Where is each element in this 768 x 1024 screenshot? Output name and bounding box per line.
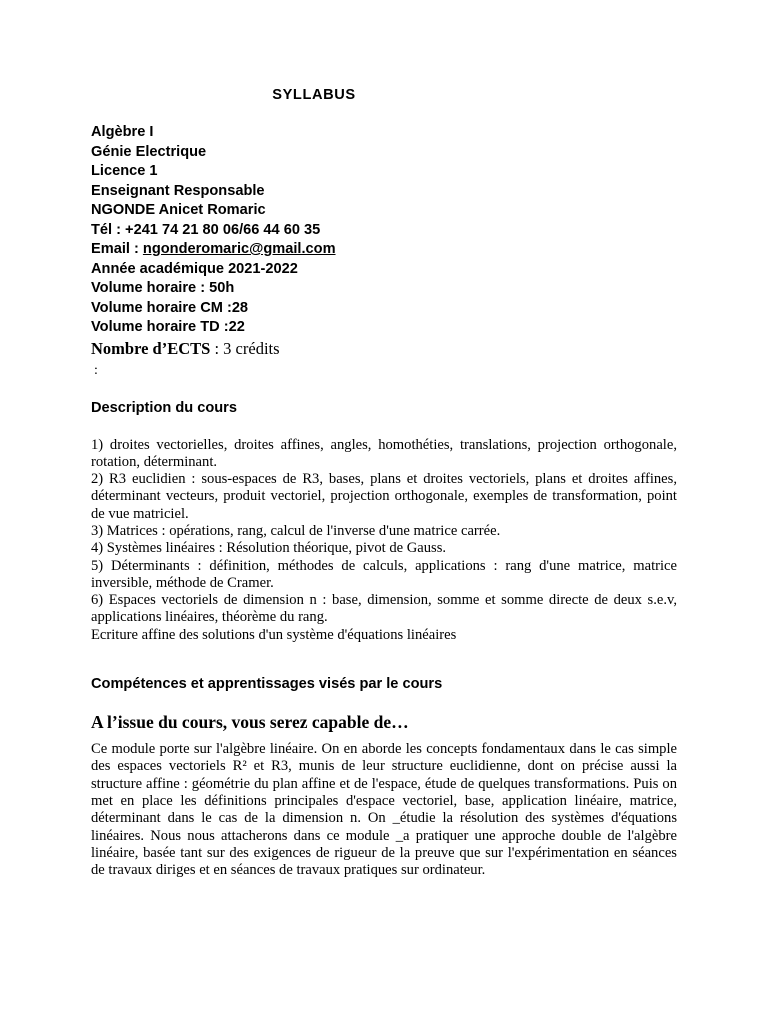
ects-line: [91, 338, 677, 359]
document-title: SYLLABUS: [272, 87, 356, 103]
description-item-5: 5) Déterminants : définition, méthodes de calculs, applications : rang d'une matrice, matrice inversible, méthode de Cramer.: [91, 557, 677, 591]
course-name-line: Algèbre I: [91, 124, 154, 140]
ects-label: Nombre d’ECTS: [91, 338, 211, 358]
email-line: [91, 240, 677, 260]
level-line: Licence 1: [91, 163, 158, 179]
academic-year-line: Année académique 2021-2022: [91, 260, 298, 277]
phone-line: Tél : +241 74 21 80 06/66 44 60 35: [91, 221, 321, 238]
competences-subheading: A l’issue du cours, vous serez capable de…: [91, 712, 409, 733]
description-item-4: 4) Systèmes linéaires : Résolution théorique, pivot de Gauss.: [91, 540, 447, 557]
instructor-role-line: Enseignant Responsable: [91, 182, 265, 199]
program-line: Génie Electrique: [91, 143, 207, 160]
instructor-name-line: NGONDE Anicet Romaric: [91, 202, 266, 218]
email-link[interactable]: ngonderomaric@gmail.com: [142, 241, 336, 257]
description-content: [91, 437, 677, 645]
email-label: Email :: [91, 241, 143, 257]
volume-total-line: Volume horaire : 50h: [91, 280, 235, 296]
description-item-3: 3) Matrices : opérations, rang, calcul de l'inverse d'une matrice carrée.: [91, 522, 501, 539]
volume-cm-line: Volume horaire CM :28: [91, 299, 249, 316]
competences-body: Ce module porte sur l'algèbre linéaire. On en aborde les concepts fondamentaux dans le cas simple des espaces vectoriels R² et R3, munis de leur structure euclidienne, dont on précise aussi la structure affine : géométrie du plan affine et de l'espace, étude de quelques transformations. Puis on met en place les définitions principales d'espace vectoriel, base, application linéaire, matrice, déterminant dans le cas de la dimension n. On _étudie la résolution des systèmes d'équations linéaires. Nous nous attacherons dans ce module _a pratiquer une approche double de l'algèbre linéaire, basée tant sur des exigences de rigueur de la preuve que sur l'expérimentation en séances de travaux diriges et en séances de travaux pratiques sur ordinateur.: [91, 741, 677, 879]
ects-value: : 3 crédits: [210, 338, 280, 358]
description-item-2: 2) R3 euclidien : sous-espaces de R3, bases, plans et droites vectoriels, plans et droites affines, déterminant vecteurs, produit vectoriel, projection orthogonale, exemples de transformation, point de vue matriciel.: [91, 471, 677, 522]
volume-td-line: Volume horaire TD :22: [91, 319, 245, 335]
description-item-1: 1) droites vectorielles, droites affines, angles, homothéties, translations, projection orthogonale, rotation, déterminant.: [91, 436, 677, 470]
competences-heading: Compétences et apprentissages visés par le cours: [91, 676, 443, 693]
description-item-6: 6) Espaces vectoriels de dimension n : base, dimension, somme et somme directe de deux s.e.v, applications linéaires, théorème du rang.: [91, 592, 677, 626]
description-item-7: Ecriture affine des solutions d'un système d'équations linéaires: [91, 626, 457, 643]
stray-colon: :: [94, 362, 98, 378]
description-heading: Description du cours: [91, 399, 237, 416]
course-info-block: [91, 123, 677, 379]
